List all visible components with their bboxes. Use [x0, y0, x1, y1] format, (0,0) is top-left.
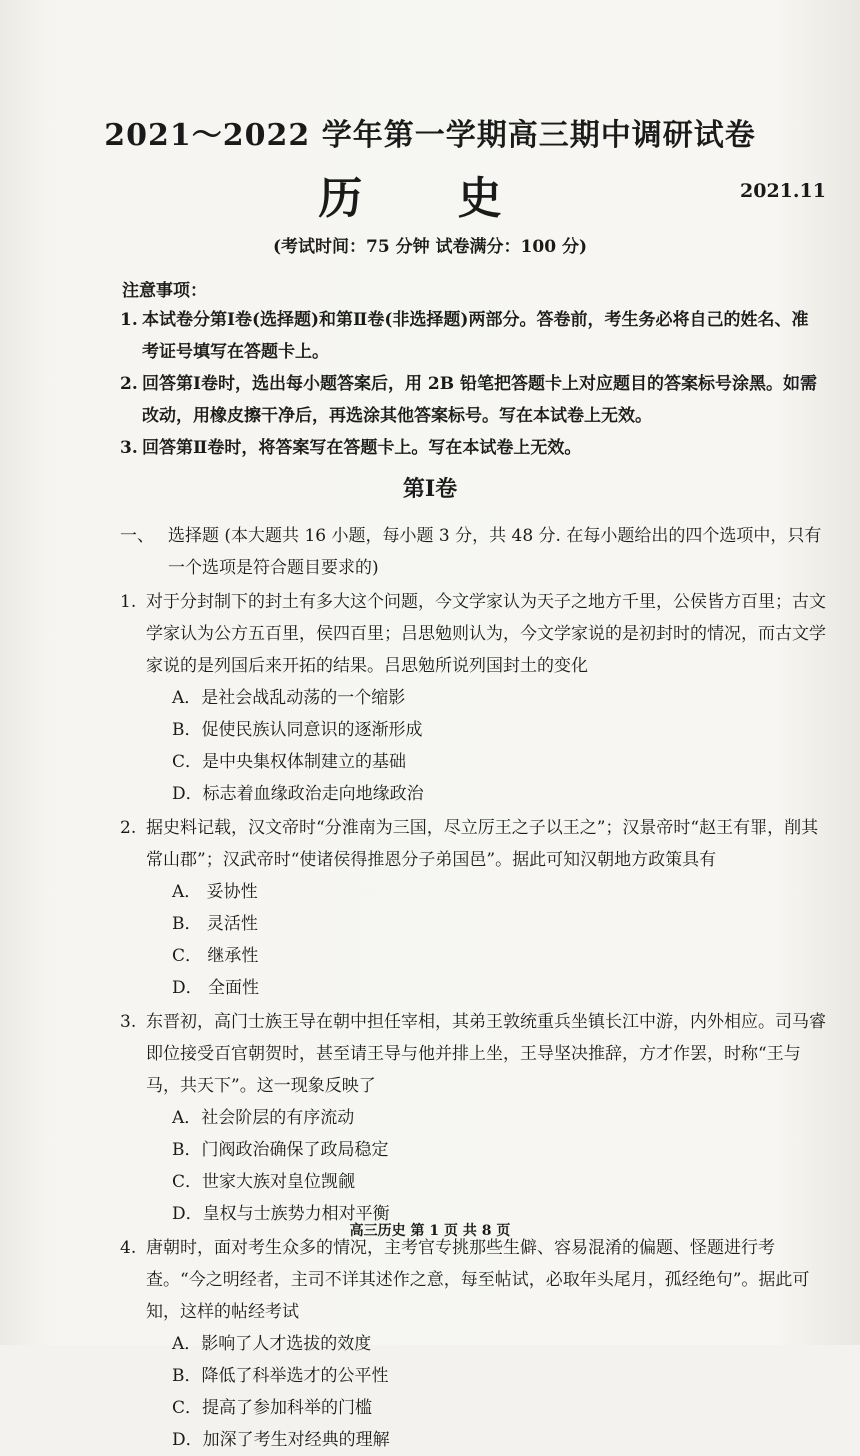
option: D． 全面性 [172, 978, 260, 998]
option: B．门阀政治确保了政局稳定 [172, 1140, 389, 1160]
part-title: 第Ⅰ卷 [402, 476, 458, 502]
section-number: 一、 [120, 526, 154, 546]
option: D．皇权与士族势力相对平衡 [172, 1204, 390, 1224]
notice-item-number: 2. [120, 374, 138, 394]
question-text: 对于分封制下的封土有多大这个问题，今文学家认为天子之地方千里，公侯皆方百里；古文学家认为公方五百里，侯四百里；吕思勉则认为，今文学家说的是初封时的情况，而古文学家说的是列国后来开拓的结果。吕思勉所说列国封土的变化 [146, 592, 826, 676]
options [172, 876, 830, 1004]
option: A． 妥协性 [172, 882, 258, 902]
notice-item-number: 1. [120, 310, 138, 330]
page-footer: 高三历史 第 1 页 共 8 页 [349, 1223, 511, 1239]
section-text: 选择题 (本大题共 16 小题，每小题 3 分，共 48 分. 在每小题给出的四个选项中，只有一个选项是符合题目要求的) [168, 526, 822, 578]
question-text: 唐朝时，面对考生众多的情况，主考官专挑那些生僻、容易混淆的偏题、怪题进行考查。“今之明经者，主司不详其述作之意，每至帖试，必取年头尾月，孤经绝句”。据此可知，这样的帖经考试 [146, 1238, 810, 1322]
exam-title: 2021～2022 学年第一学期高三期中调研试卷 [104, 118, 756, 153]
notice-item-text: 回答第Ⅱ卷时，将答案写在答题卡上。写在本试卷上无效。 [142, 438, 582, 458]
question [120, 1232, 830, 1328]
option: B．促使民族认同意识的逐渐形成 [172, 720, 423, 740]
option: A．社会阶层的有序流动 [172, 1108, 355, 1128]
question-number: 1. [120, 592, 137, 612]
exam-date: 2021.11 [740, 180, 826, 202]
option: D．加深了考生对经典的理解 [172, 1430, 390, 1450]
option: D．标志着血缘政治走向地缘政治 [172, 784, 424, 804]
notice-heading: 注意事项： [122, 281, 207, 301]
option: C．世家大族对皇位觊觎 [172, 1172, 356, 1192]
option: C．是中央集权体制建立的基础 [172, 752, 407, 772]
question-number: 4. [120, 1238, 137, 1258]
notice-item [120, 368, 820, 432]
subject-title: 历 史 [318, 173, 542, 224]
option: B．降低了科举选才的公平性 [172, 1366, 389, 1386]
question [120, 1006, 830, 1102]
options [172, 1102, 830, 1230]
question-text: 东晋初，高门士族王导在朝中担任宰相，其弟王敦统重兵坐镇长江中游，内外相应。司马睿即位接受百官朝贺时，甚至请王导与他并排上坐，王导坚决推辞，方才作罢，时称“王与马，共天下”。这一现象反映了 [146, 1012, 826, 1096]
notice-item-text: 回答第Ⅰ卷时，选出每小题答案后，用 2B 铅笔把答题卡上对应题目的答案标号涂黑。如需改动，用橡皮擦干净后，再选涂其他答案标号。写在本试卷上无效。 [142, 374, 817, 426]
question-number: 2. [120, 818, 137, 838]
options [172, 682, 830, 810]
notice-list [120, 304, 820, 464]
notice-item-number: 3. [120, 438, 138, 458]
question [120, 812, 830, 876]
options [172, 1328, 830, 1456]
option: A．影响了人才选拔的效度 [172, 1334, 372, 1354]
exam-timing: (考试时间：75 分钟 试卷满分：100 分) [273, 237, 587, 257]
option: B． 灵活性 [172, 914, 258, 934]
question-section [120, 520, 830, 1456]
option: C．提高了参加科举的门槛 [172, 1398, 373, 1418]
notice-item [120, 304, 820, 368]
question-text: 据史料记载，汉文帝时“分淮南为三国，尽立厉王之子以王之”；汉景帝时“赵王有罪，削其常山郡”；汉武帝时“使诸侯得推恩分子弟国邑”。据此可知汉朝地方政策具有 [146, 818, 819, 870]
option: C． 继承性 [172, 946, 259, 966]
section-heading [120, 520, 830, 584]
question-number: 3. [120, 1012, 137, 1032]
notice-item [120, 432, 820, 464]
option: A．是社会战乱动荡的一个缩影 [172, 688, 406, 708]
notice-item-text: 本试卷分第Ⅰ卷(选择题)和第Ⅱ卷(非选择题)两部分。答卷前，考生务必将自己的姓名、准考证号填写在答题卡上。 [142, 310, 809, 362]
question [120, 586, 830, 682]
